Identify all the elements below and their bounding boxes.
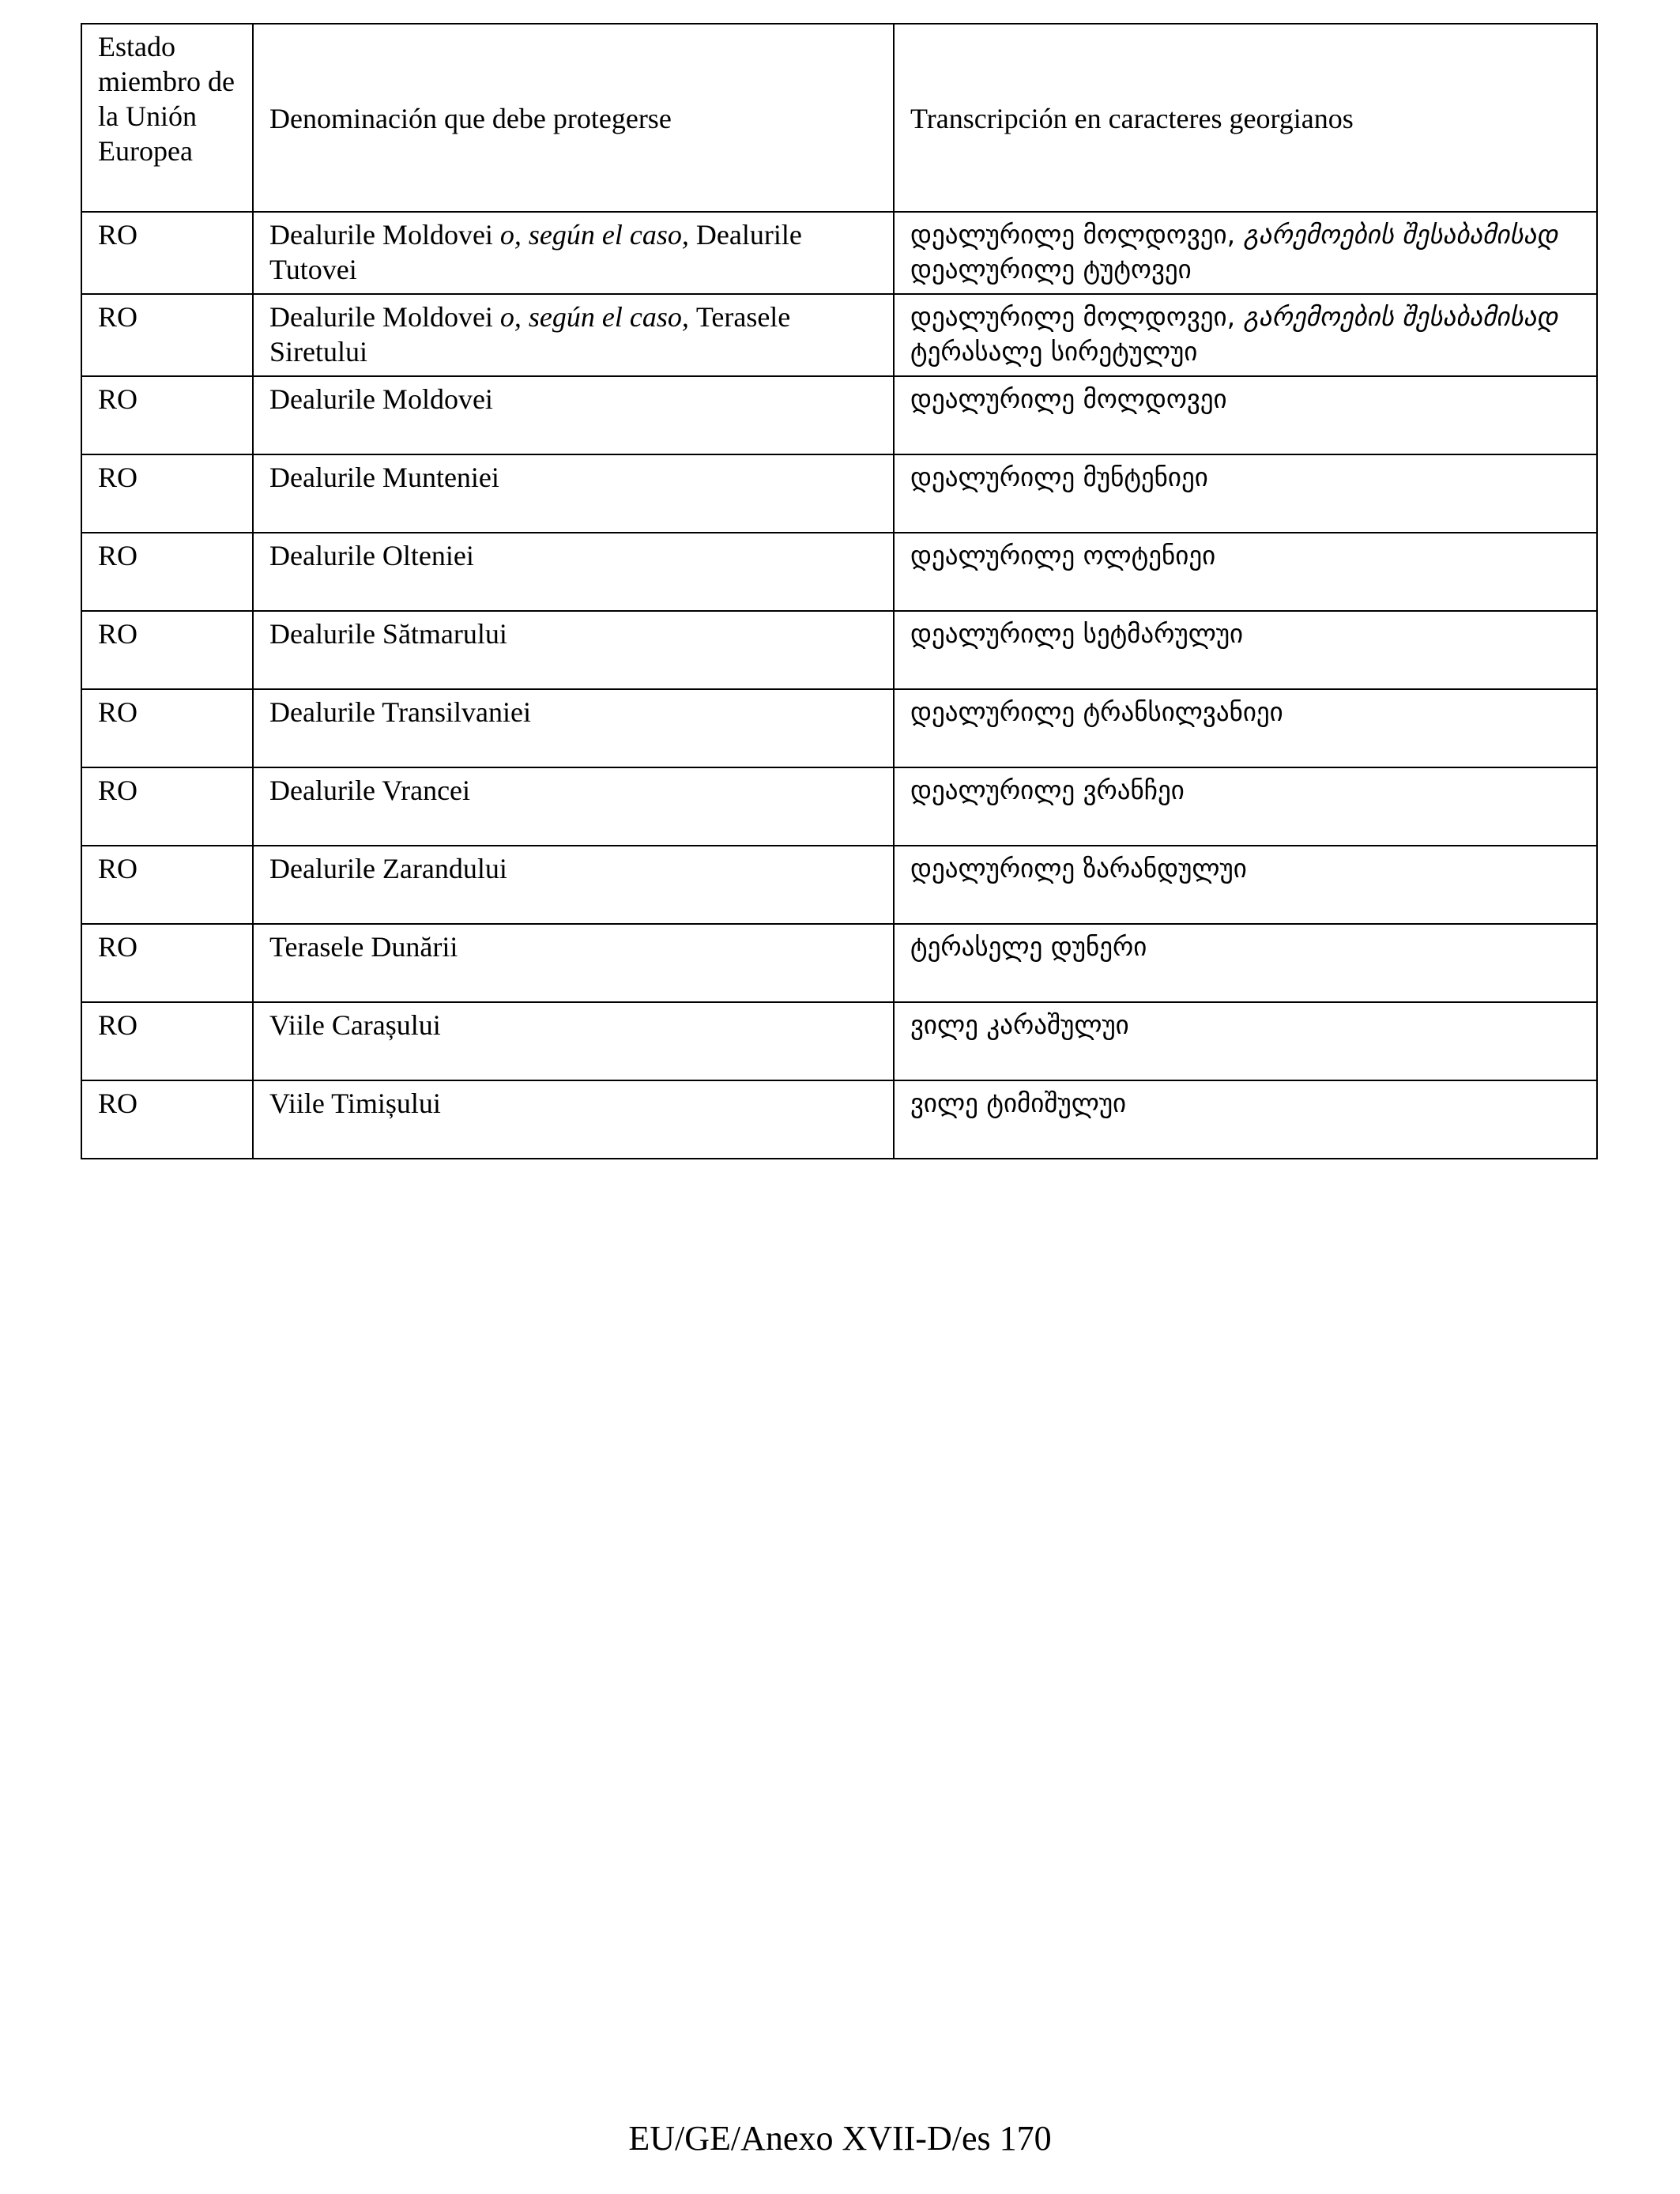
transcription-part: ტერასალე სირეტულუი <box>910 336 1198 367</box>
cell-transcription: დეალურილე ვრანჩეი <box>894 767 1597 846</box>
cell-transcription: ვილე კარაშულუი <box>894 1002 1597 1080</box>
cell-transcription <box>894 294 1597 376</box>
cell-name: Viile Timișului <box>253 1080 894 1159</box>
cell-name: Dealurile Moldovei <box>253 376 894 454</box>
table-row <box>81 924 1597 1002</box>
transcription-connector: გარემოების შესაბამისად <box>1235 219 1558 250</box>
cell-name: Dealurile Olteniei <box>253 533 894 611</box>
table-row <box>81 454 1597 533</box>
cell-name: Viile Carașului <box>253 1002 894 1080</box>
table-row <box>81 1002 1597 1080</box>
cell-transcription: დეალურილე ოლტენიეი <box>894 533 1597 611</box>
cell-state: RO <box>81 767 253 846</box>
cell-transcription: დეალურილე ტრანსილვანიეი <box>894 689 1597 767</box>
cell-state: RO <box>81 846 253 924</box>
cell-state: RO <box>81 533 253 611</box>
transcription-part: დეალურილე ტუტოვეი <box>910 254 1192 285</box>
transcription-part: დეალურილე მოლდოვეი, <box>910 219 1236 250</box>
transcription-connector: გარემოების შესაბამისად <box>1235 301 1558 332</box>
cell-transcription: დეალურილე მუნტენიეი <box>894 454 1597 533</box>
cell-state: RO <box>81 294 253 376</box>
name-connector: o, según el caso, <box>492 219 696 251</box>
name-connector: o, según el caso, <box>492 301 696 333</box>
transcription-part: დეალურილე მოლდოვეი, <box>910 301 1236 332</box>
cell-name: Dealurile Zarandului <box>253 846 894 924</box>
cell-transcription: დეალურილე სეტმარულუი <box>894 611 1597 689</box>
table-row <box>81 533 1597 611</box>
cell-state: RO <box>81 1080 253 1159</box>
appellations-table <box>81 23 1598 1159</box>
cell-transcription: დეალურილე ზარანდულუი <box>894 846 1597 924</box>
table-row <box>81 376 1597 454</box>
cell-name <box>253 294 894 376</box>
cell-name: Dealurile Sătmarului <box>253 611 894 689</box>
table-row <box>81 767 1597 846</box>
cell-name: Dealurile Munteniei <box>253 454 894 533</box>
cell-state: RO <box>81 212 253 294</box>
header-name: Denominación que debe protegerse <box>253 24 894 212</box>
page-footer-reference: EU/GE/Anexo XVII-D/es 170 <box>628 2119 1052 2158</box>
cell-transcription: დეალურილე მოლდოვეი <box>894 376 1597 454</box>
table-row <box>81 689 1597 767</box>
header-transcription: Transcripción en caracteres georgianos <box>894 24 1597 212</box>
name-part: Dealurile Tutovei <box>269 219 802 285</box>
header-state: Estado miembro de la Unión Europea <box>81 24 253 212</box>
cell-state: RO <box>81 1002 253 1080</box>
cell-transcription <box>894 212 1597 294</box>
cell-name: Dealurile Transilvaniei <box>253 689 894 767</box>
cell-name: Dealurile Vrancei <box>253 767 894 846</box>
cell-name: Terasele Dunării <box>253 924 894 1002</box>
table-row <box>81 1080 1597 1159</box>
cell-state: RO <box>81 454 253 533</box>
table-row <box>81 846 1597 924</box>
name-part: Dealurile Moldovei <box>269 219 493 251</box>
table-row <box>81 294 1597 376</box>
cell-transcription: ვილე ტიმიშულუი <box>894 1080 1597 1159</box>
cell-transcription: ტერასელე დუნერი <box>894 924 1597 1002</box>
cell-state: RO <box>81 376 253 454</box>
name-part: Terasele Siretului <box>269 301 791 368</box>
table-row <box>81 611 1597 689</box>
table-row <box>81 212 1597 294</box>
cell-state: RO <box>81 924 253 1002</box>
cell-name <box>253 212 894 294</box>
cell-state: RO <box>81 689 253 767</box>
table-header-row <box>81 24 1597 212</box>
name-part: Dealurile Moldovei <box>269 301 493 333</box>
cell-state: RO <box>81 611 253 689</box>
